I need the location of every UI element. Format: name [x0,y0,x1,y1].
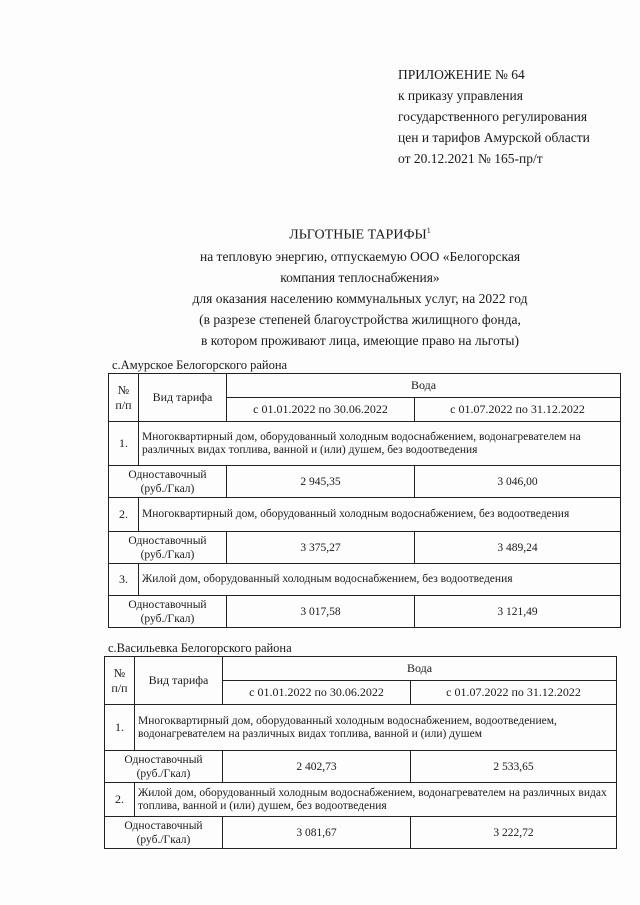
unit-line: Одноставочный [128,468,207,481]
tariff-value-period-1: 2 945,35 [227,466,415,498]
footnote-mark: 1 [426,226,431,235]
tariff-value-period-1: 3 375,27 [227,532,415,564]
section-label-vasilevka: с.Васильевка Белогорского района [108,641,292,655]
unit-line: Одноставочный [124,819,203,832]
row-description: Жилой дом, оборудованный холодным водоснабжением, водонагревателем на различных видах топлива, ванной и (или) душем, без водоотведения [135,783,617,817]
row-num: 3. [109,564,139,596]
header-period-2: с 01.07.2022 по 31.12.2022 [411,681,617,705]
subtitle-line: (в разрезе степеней благоустройства жилищного фонда, [199,311,521,327]
tariff-value-period-2: 3 222,72 [411,817,617,849]
header-tariff-type: Вид тарифа [139,374,227,422]
document-title [150,220,570,246]
tariff-unit [109,466,227,498]
header-period-1: с 01.01.2022 по 30.06.2022 [223,681,411,705]
unit-line: (руб./Гкал) [136,767,191,780]
header-water: Вода [223,657,617,681]
row-description: Жилой дом, оборудованный холодным водоснабжением, без водоотведения [139,564,621,596]
row-num: 2. [109,498,139,532]
subtitle-line: в котором проживают лица, имеющие право на льготы) [201,332,519,348]
unit-line: Одноставочный [128,534,207,547]
tariff-unit [109,596,227,628]
header-num: № п/п [105,657,135,705]
subtitle-line: для оказания населению коммунальных услуг, на 2022 год [192,290,528,306]
tariff-value-period-1: 3 081,67 [223,817,411,849]
header-water: Вода [227,374,621,398]
unit-line: Одноставочный [124,753,203,766]
tariff-value-period-1: 3 017,58 [227,596,415,628]
appendix-line: государственного регулирования [398,109,588,124]
appendix-number: ПРИЛОЖЕНИЕ № 64 [398,67,525,82]
appendix-line: к приказу управления [398,88,523,103]
subtitle-line: компания теплоснабжения» [280,269,440,285]
section-label-amurskoe: с.Амурское Белогорского района [112,358,288,372]
header-num: № п/п [109,374,139,422]
row-num: 1. [109,422,139,466]
tariff-value-period-2: 3 046,00 [415,466,621,498]
unit-line: (руб./Гкал) [140,612,195,625]
header-period-2: с 01.07.2022 по 31.12.2022 [415,398,621,422]
title-text: ЛЬГОТНЫЕ ТАРИФЫ [289,227,427,243]
tariff-value-period-2: 2 533,65 [411,751,617,783]
tariff-unit [105,817,223,849]
tariff-unit [109,532,227,564]
tariff-value-period-1: 2 402,73 [223,751,411,783]
tariff-value-period-2: 3 121,49 [415,596,621,628]
subtitle-line: на тепловую энергию, отпускаемую ООО «Белогорская [199,248,521,264]
row-description: Многоквартирный дом, оборудованный холодным водоснабжением, водонагревателем на различных видах топлива, ванной и (или) душем, без водоотведения [139,422,621,466]
appendix-date: от 20.12.2021 № 165-пр/т [398,151,543,166]
appendix-header [398,64,630,169]
row-num: 1. [105,705,135,751]
tariff-table-vasilevka [104,656,617,849]
appendix-line: цен и тарифов Амурской области [398,130,590,145]
header-tariff-type: Вид тарифа [135,657,223,705]
unit-line: (руб./Гкал) [140,482,195,495]
tariff-table-amurskoe [108,373,621,628]
tariff-unit [105,751,223,783]
header-period-1: с 01.01.2022 по 30.06.2022 [227,398,415,422]
row-num: 2. [105,783,135,817]
unit-line: Одноставочный [128,598,207,611]
row-description: Многоквартирный дом, оборудованный холодным водоснабжением, без водоотведения [139,498,621,532]
tariff-value-period-2: 3 489,24 [415,532,621,564]
unit-line: (руб./Гкал) [140,548,195,561]
document-title-block [150,220,570,351]
unit-line: (руб./Гкал) [136,833,191,846]
row-description: Многоквартирный дом, оборудованный холодным водоснабжением, водоотведением, водонагревателем на различных видах топлива, ванной и (или) душем [135,705,617,751]
